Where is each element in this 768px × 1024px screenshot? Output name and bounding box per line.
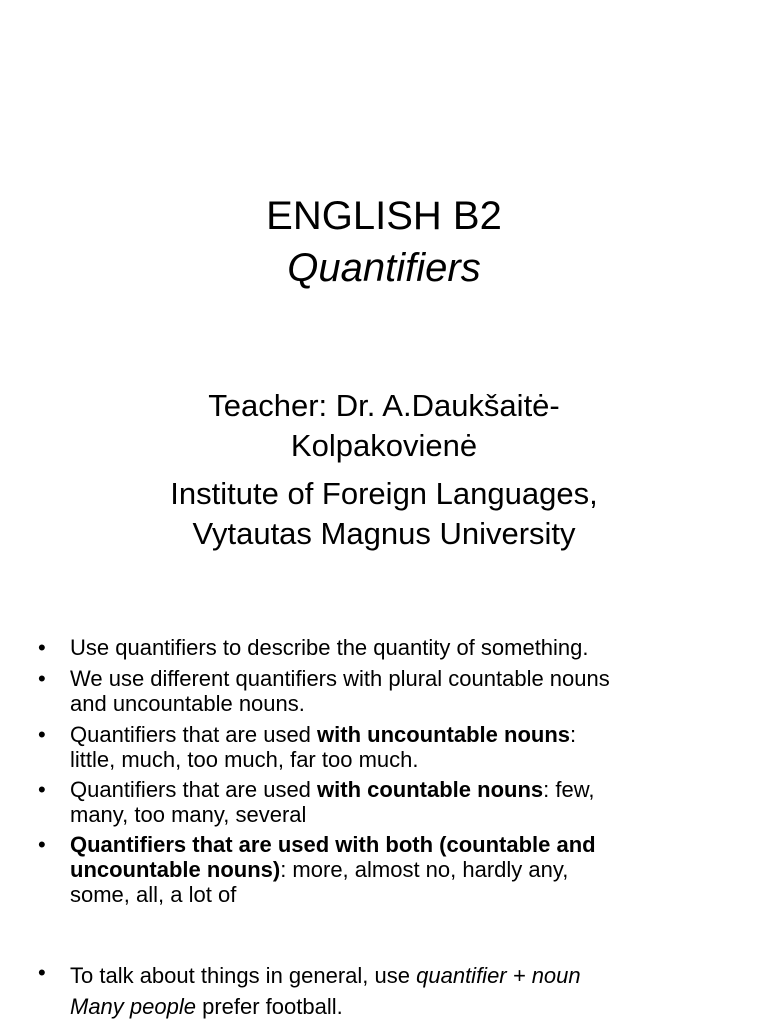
bullet-line [70, 722, 728, 747]
bullet-line: some, all, a lot of [70, 882, 237, 907]
institute-line-1: Institute of Foreign Languages, [170, 476, 598, 511]
bullet-text-tail: prefer football. [195, 994, 343, 1019]
bullet-text [70, 960, 728, 1022]
bullet-item-5 [38, 832, 728, 907]
bullet-item-4 [38, 777, 728, 827]
bullet-text [70, 777, 728, 827]
bullet-text-italic: quantifier + noun [416, 963, 581, 988]
teacher-line-2: Kolpakovienė [290, 428, 478, 463]
info-block [0, 386, 768, 554]
bullet-text-plain: To talk about things in general, use [70, 963, 417, 988]
bullet-item-3 [38, 722, 728, 772]
bullet-text-plain: Quantifiers that are used [70, 722, 318, 747]
bullet-marker: • [38, 722, 46, 747]
bullet-item-1 [38, 635, 728, 660]
bullet-line [70, 991, 728, 1022]
bullet-text [70, 832, 728, 907]
bullet-line: Use quantifiers to describe the quantity of something. [70, 635, 589, 660]
bullet-marker: • [38, 666, 46, 691]
bullet-line: and uncountable nouns. [70, 691, 305, 716]
bullet-text-italic: Many people [70, 994, 196, 1019]
bullet-line [70, 777, 728, 802]
bullet-text-tail: : few, [543, 777, 595, 802]
bullet-marker: • [38, 832, 46, 857]
bullet-text-bold: with countable nouns [317, 777, 544, 802]
bullet-text-plain: Quantifiers that are used [70, 777, 318, 802]
bullet-line [70, 960, 728, 991]
title-block [0, 190, 768, 294]
bullet-line: little, much, too much, far too much. [70, 747, 419, 772]
bullet-text [70, 722, 728, 772]
teacher-line-1: Teacher: Dr. A.Daukšaitė- [208, 388, 560, 423]
bullet-line: many, too many, several [70, 802, 307, 827]
bullet-item-2 [38, 666, 728, 716]
bullet-text [70, 635, 728, 660]
institute-line-2: Vytautas Magnus University [192, 516, 576, 551]
bullet-text-bold: uncountable nouns) [70, 857, 281, 882]
bullet-marker: • [38, 635, 46, 660]
bullet-line: Quantifiers that are used with both (countable and [70, 832, 596, 857]
bullet-marker: • [38, 777, 46, 802]
bullet-item-6 [38, 960, 728, 1022]
bullet-text-tail: : more, almost no, hardly any, [280, 857, 569, 882]
bullet-text-bold: with uncountable nouns [317, 722, 571, 747]
bullet-text-tail: : [570, 722, 577, 747]
bullet-line [70, 857, 728, 882]
page-title: ENGLISH B2 [266, 194, 502, 238]
bullet-line: We use different quantifiers with plural countable nouns [70, 666, 610, 691]
bullet-marker: • [38, 960, 46, 985]
page-subtitle: Quantifiers [287, 246, 481, 290]
bullet-text [70, 666, 728, 716]
